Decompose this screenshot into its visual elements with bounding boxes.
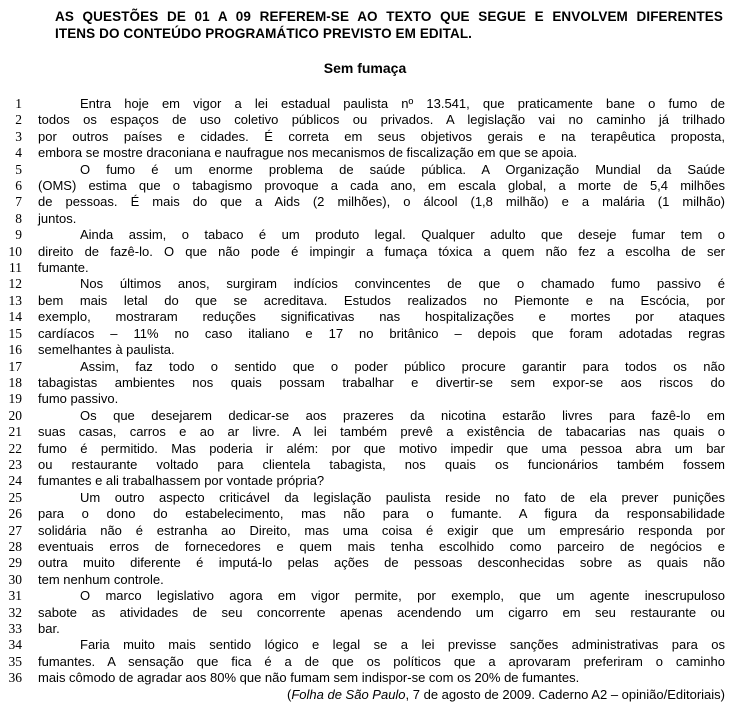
line-number: 15: [8, 325, 22, 341]
text-line: [0, 572, 725, 588]
line-number: 3: [15, 128, 22, 144]
text-body: [0, 96, 725, 687]
text-line: [0, 637, 725, 653]
line-text: semelhantes à paulista.: [38, 342, 175, 358]
document-page: [0, 8, 730, 725]
text-line: [0, 555, 725, 571]
line-number: 33: [8, 621, 22, 636]
instructions-line-2: ITENS DO CONTEÚDO PROGRAMÁTICO PREVISTO EM EDITAL.: [55, 26, 473, 41]
line-text: de pessoas. É mais do que a Aids (2 milhões), o álcool (1,8 milhão) e a malária (1 milhão): [38, 194, 725, 210]
text-line: [0, 162, 725, 178]
line-text: eventuais erros de fornecedores e quem mais tenha escolhido como parceiro de negócios e: [38, 538, 725, 554]
line-number: 12: [8, 276, 22, 292]
line-text: Faria muito mais sentido lógico e legal se a lei previsse sanções administrativas para os: [80, 637, 725, 653]
line-text: fumantes e ali trabalhassem por vontade própria?: [38, 473, 325, 489]
citation-rest: , 7 de agosto de 2009. Caderno A2 – opinião/Editoriais): [405, 686, 725, 702]
line-number: 13: [8, 292, 22, 308]
line-text: mais cômodo de agradar aos 80% que não fumam sem indispor-se com os 20% de fumantes.: [38, 670, 580, 686]
line-number: 4: [15, 145, 22, 161]
text-line: [0, 391, 725, 407]
line-text: Nos últimos anos, surgiram indícios convincentes de que o chamado fumo passivo é: [80, 276, 725, 292]
line-number: 22: [8, 440, 22, 456]
line-text: tabagistas ambientes nos quais possam trabalhar e divertir-se sem expor-se aos riscos do: [38, 374, 725, 390]
text-line: [0, 654, 725, 670]
line-text: (OMS) estima que o tabagismo provoque a cada ano, em escala global, a morte de 5,4 milhões: [38, 178, 725, 194]
line-text: Assim, faz todo o sentido que o poder público procure garantir para todos os não: [80, 358, 725, 374]
line-text: Entra hoje em vigor a lei estadual paulista nº 13.541, que praticamente bane o fumo de: [80, 96, 725, 111]
line-text: suas casas, carros e ao ar livre. A lei também prevê a existência de tabacarias nas quais o: [38, 424, 725, 440]
text-line: [0, 506, 725, 522]
line-text: sabote as atividades de seu concorrente apenas acendendo um cigarro em seu restaurante ou: [38, 604, 725, 620]
text-line: [0, 441, 725, 457]
citation-prefix: (: [287, 686, 292, 702]
instructions-line-1: AS QUESTÕES DE 01 A 09 REFEREM-SE AO TEXTO QUE SEGUE E ENVOLVEM DIFERENTES: [55, 9, 723, 24]
line-text: embora se mostre draconiana e naufrague nos mecanismos de fiscalização em que se apoia.: [38, 145, 578, 161]
text-line: [0, 293, 725, 309]
text-line: [0, 588, 725, 604]
line-number: 24: [8, 473, 22, 489]
line-text: solidária não é estranha ao Direito, mas uma coisa é exigir que um empresário responda por: [38, 522, 725, 538]
line-text: para o dono do estabelecimento, mas não para o fumante. A figura da responsabilidade: [38, 506, 725, 522]
text-line: [0, 342, 725, 358]
text-line: [0, 424, 725, 440]
line-number: 14: [8, 309, 22, 325]
line-number: 11: [9, 260, 22, 276]
text-line: [0, 112, 725, 128]
line-text: por outros países e cidades. É correta em seus objetivos gerais e na terapêutica proposta,: [38, 128, 725, 144]
text-line: [0, 473, 725, 489]
line-number: 25: [8, 489, 22, 505]
text-line: [0, 326, 725, 342]
line-text: Um outro aspecto criticável da legislação paulista reside no fato de ela prever punições: [80, 489, 725, 505]
line-number: 10: [8, 243, 22, 259]
text-line: [0, 359, 725, 375]
line-number: 30: [8, 571, 22, 587]
line-text: tem nenhum controle.: [38, 571, 164, 587]
text-line: [0, 145, 725, 161]
line-number: 7: [15, 194, 22, 210]
citation: [38, 687, 725, 703]
line-text: bem mais letal do que se acreditava. Estudos realizados no Piemonte e na Escócia, por: [38, 292, 725, 308]
text-line: [0, 309, 725, 325]
line-number: 18: [8, 374, 22, 390]
line-number: 36: [8, 670, 22, 686]
line-number: 32: [8, 604, 22, 620]
text-line: [0, 523, 725, 539]
line-text: O fumo é um enorme problema de saúde pública. A Organização Mundial da Saúde: [80, 161, 725, 177]
text-line: [0, 670, 725, 686]
line-number: 6: [15, 178, 22, 194]
text-line: [0, 539, 725, 555]
line-text: juntos.: [38, 210, 77, 226]
line-number: 9: [15, 227, 22, 243]
line-text: ou restaurante voltado para clientela tabagista, nos quais os funcionários também fossem: [38, 456, 725, 472]
text-title: Sem fumaça: [323, 60, 407, 76]
line-number: 27: [8, 522, 22, 538]
line-number: 5: [15, 161, 22, 177]
line-number: 20: [8, 407, 22, 423]
line-text: fumo é permitido. Mas poderia ir além: por que motivo impedir que uma pessoa abra um bar: [38, 440, 725, 456]
instructions-block: [55, 8, 723, 42]
text-line: [0, 129, 725, 145]
line-text: direito de fazê-lo. O que não pode é impingir a fumaça tóxica a quem não fez a escolha de ser: [38, 243, 725, 259]
line-text: outra muito diferente é imputá-lo pelas ações de pessoas desconhecidas sobre as quais não: [38, 555, 725, 571]
line-text: fumante.: [38, 260, 89, 276]
line-text: cardíacos – 11% no caso italiano e 17 no britânico – depois que foram adotadas regras: [38, 325, 725, 341]
text-line: [0, 276, 725, 292]
line-text: Os que desejarem dedicar-se aos prazeres da nicotina estarão livres para fazê-lo em: [80, 407, 725, 423]
text-line: [0, 194, 725, 210]
line-text: todos os espaços de uso coletivo públicos ou privados. A legislação vai no caminho já trilhado: [38, 112, 725, 128]
line-number: 19: [8, 391, 22, 407]
line-text: bar.: [38, 621, 60, 636]
text-line: [0, 605, 725, 621]
line-number: 16: [8, 342, 22, 358]
citation-source: Folha de São Paulo: [291, 686, 406, 702]
text-line: [0, 375, 725, 391]
line-number: 21: [8, 424, 22, 440]
line-number: 34: [8, 637, 22, 653]
line-number: 28: [8, 538, 22, 554]
text-line: [0, 244, 725, 260]
line-number: 2: [15, 112, 22, 128]
line-text: fumo passivo.: [38, 391, 119, 407]
text-line: [0, 457, 725, 473]
line-number: 8: [15, 210, 22, 226]
text-line: [0, 621, 725, 637]
line-text: Ainda assim, o tabaco é um produto legal. Qualquer adulto que deseje fumar tem o: [80, 227, 725, 243]
line-number: 23: [8, 456, 22, 472]
line-number: 29: [8, 555, 22, 571]
text-line: [0, 408, 725, 424]
line-number: 1: [15, 96, 22, 111]
line-number: 26: [8, 506, 22, 522]
line-text: exemplo, mostraram reduções significativas nas hospitalizações e mortes por ataques: [38, 309, 725, 325]
line-number: 31: [8, 588, 22, 604]
text-line: [0, 211, 725, 227]
text-line: [0, 178, 725, 194]
line-number: 17: [8, 358, 22, 374]
text-line: [0, 260, 725, 276]
text-line: [0, 227, 725, 243]
line-number: 35: [8, 653, 22, 669]
line-text: fumantes. A sensação que fica é a de que os políticos que a aprovaram preferiram o caminho: [38, 653, 725, 669]
text-line: [0, 96, 725, 112]
text-line: [0, 490, 725, 506]
line-text: O marco legislativo agora em vigor permite, por exemplo, que um agente inescrupuloso: [80, 588, 725, 604]
